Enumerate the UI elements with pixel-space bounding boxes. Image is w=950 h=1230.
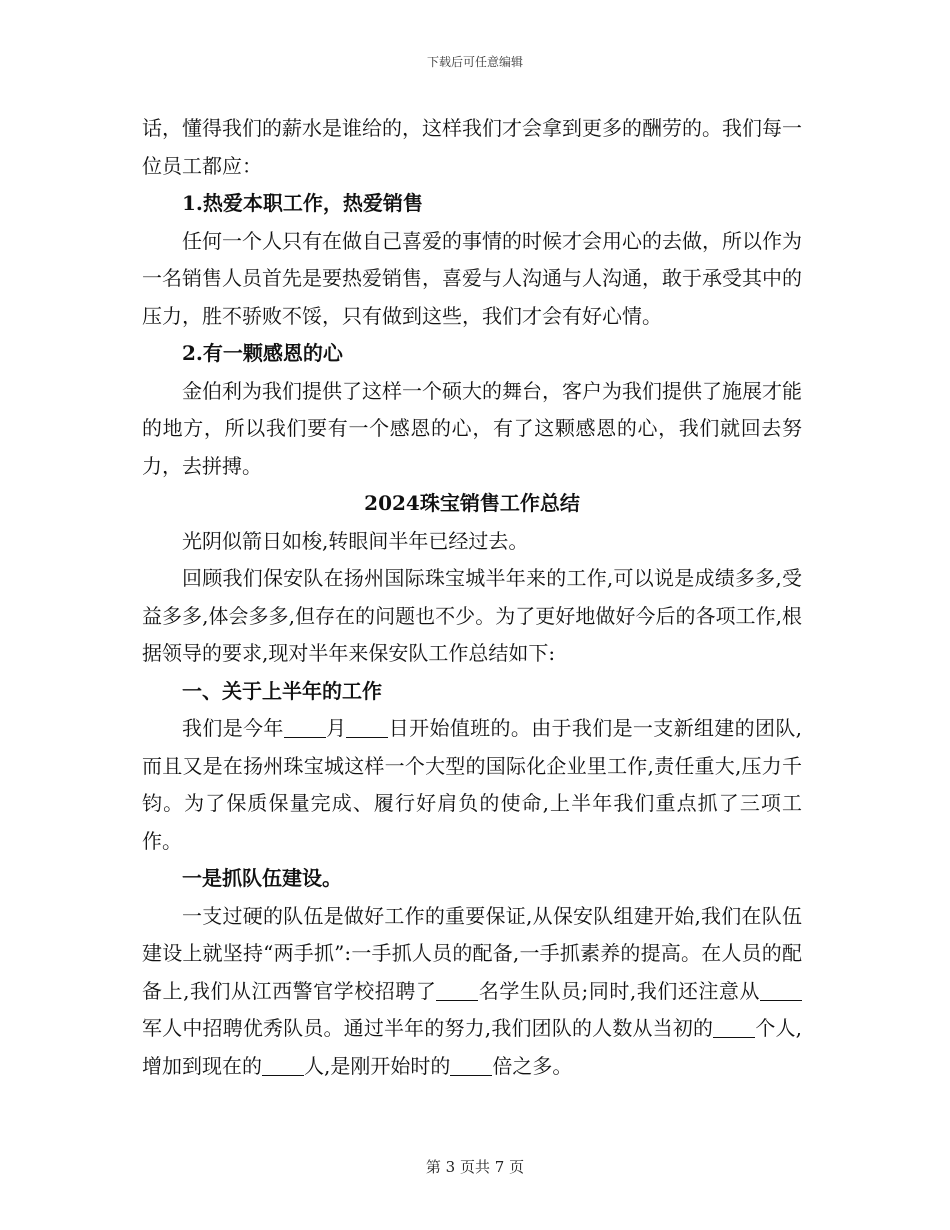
text-segment: 个人,增加到现在的 xyxy=(142,1016,803,1078)
page-header: 下载后可任意编辑 xyxy=(426,55,523,69)
document-body xyxy=(142,110,802,1085)
fill-blank xyxy=(284,717,326,738)
paragraph-team-building xyxy=(142,898,802,1086)
text-segment: 名学生队员;同时,我们还注意从 xyxy=(478,978,760,1003)
text-segment: 我们是今年 xyxy=(182,716,284,740)
paragraph-intro: 光阴似箭日如梭,转眼间半年已经过去。 xyxy=(182,528,529,553)
heading-gratitude: 2.有一颗感恩的心 xyxy=(182,341,343,365)
paragraph-review: 回顾我们保安队在扬州国际珠宝城半年来的工作,可以说是成绩多多,受益多多,体会多多,但存在的问题也不少。为了更好地做好今后的各项工作,根据领导的要求,现对半年来保安队工作总结如下: xyxy=(142,566,802,665)
fill-blank xyxy=(262,1055,304,1076)
paragraph-continuation: 话，懂得我们的薪水是谁给的，这样我们才会拿到更多的酬劳的。我们每一位员工都应： xyxy=(142,116,802,178)
page-footer: 第 3 页共 7 页 xyxy=(425,1158,525,1176)
paragraph-start-duty xyxy=(142,710,802,860)
heading-team-building: 一是抓队伍建设。 xyxy=(182,866,342,890)
text-segment: 月 xyxy=(325,716,347,740)
fill-blank xyxy=(346,717,388,738)
fill-blank xyxy=(760,980,802,1001)
text-segment: 人,是刚开始时的 xyxy=(304,1053,451,1078)
text-segment: 军人中招聘优秀队员。通过半年的努力,我们团队的人数从当初的 xyxy=(142,1016,714,1040)
text-segment: 日开始值班的。由于我们是一支新组建的团队,而且又是在扬州珠宝城这样一个大型的国际化企业里工作,责任重大,压力千钧。为了保质保量完成、履行好肩负的使命,上半年我们重点抓了三项工作。 xyxy=(142,716,803,853)
fill-blank xyxy=(436,980,478,1001)
text-segment: 一支过硬的队伍是做好工作的重要保证,从保安队组建开始,我们在队伍建设上就坚持“两手抓”:一手抓人员的配备,一手抓素养的提高。在人员的配备上,我们从江西警官学校招聘了 xyxy=(142,903,802,1003)
fill-blank xyxy=(450,1055,492,1076)
text-segment: 倍之多。 xyxy=(492,1053,573,1078)
heading-love-sales: 1.热爱本职工作，热爱销售 xyxy=(182,191,423,215)
heading-first-half: 一、关于上半年的工作 xyxy=(182,678,382,703)
fill-blank xyxy=(713,1017,755,1038)
paragraph-love-sales: 任何一个人只有在做自己喜爱的事情的时候才会用心的去做，所以作为一名销售人员首先是要热爱销售，喜爱与人沟通与人沟通，敢于承受其中的压力，胜不骄败不馁，只有做到这些，我们才会有好心情。 xyxy=(142,228,802,328)
document-title: 2024珠宝销售工作总结 xyxy=(364,491,580,515)
paragraph-gratitude: 金伯利为我们提供了这样一个硕大的舞台，客户为我们提供了施展才能的地方，所以我们要有一个感恩的心，有了这颗感恩的心，我们就回去努力，去拼搏。 xyxy=(142,378,802,478)
